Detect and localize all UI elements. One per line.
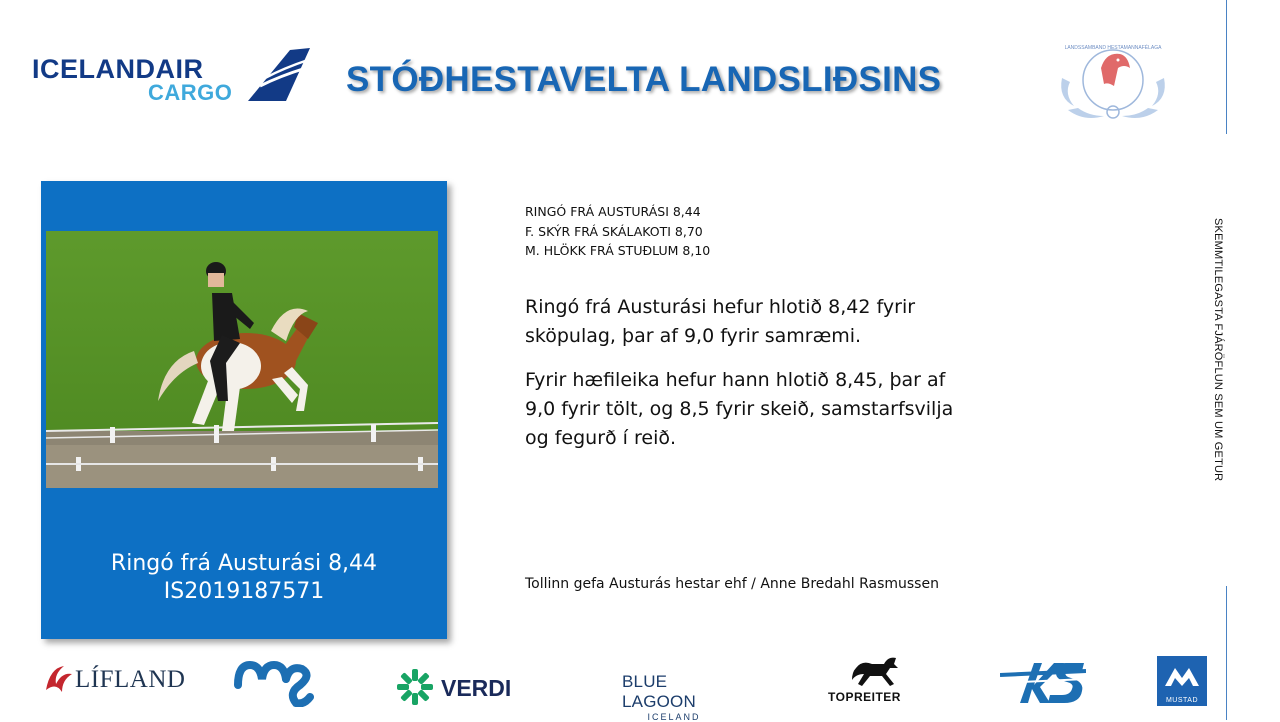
icelandair-wordmark: ICELANDAIR bbox=[32, 54, 204, 84]
pedigree-line-dam: M. HLÖKK FRÁ STUÐLUM 8,10 bbox=[525, 243, 711, 258]
mustad-wordmark: MUSTAD bbox=[1165, 697, 1199, 704]
blue-lagoon-wordmark: BLUE LAGOON bbox=[622, 672, 696, 711]
verdi-logo bbox=[395, 667, 520, 707]
lifland-swirl-icon bbox=[42, 662, 76, 696]
topreiter-wordmark: TOPREITER bbox=[828, 690, 901, 704]
mustad-mountain-icon bbox=[1157, 656, 1207, 692]
card-caption-name: Ringó frá Austurási 8,44 bbox=[110, 551, 378, 576]
landssamband-hestamannafelaga-logo bbox=[1054, 38, 1172, 126]
page-title: STÓÐHESTAVELTA LANDSLIÐSINS bbox=[346, 60, 942, 99]
ms-dairy-logo bbox=[234, 659, 314, 707]
icelandair-cargo-logo bbox=[32, 46, 307, 106]
verdi-star-icon bbox=[395, 667, 435, 707]
icelandair-wing-icon bbox=[240, 46, 310, 102]
divider-line-bottom bbox=[1226, 586, 1227, 720]
description-paragraph-conformation: Ringó frá Austurási hefur hlotið 8,42 fyrir sköpulag, þar af 9,0 fyrir samræmi. bbox=[525, 296, 916, 347]
vertical-tagline bbox=[1188, 218, 1248, 508]
horse-rider-image bbox=[46, 231, 438, 488]
divider-line-top bbox=[1226, 0, 1227, 134]
horse-card bbox=[41, 181, 447, 639]
verdi-wordmark: VERDI bbox=[441, 675, 512, 701]
svg-text:LANDSSAMBAND HESTAMANNAFÉLAGA: LANDSSAMBAND HESTAMANNAFÉLAGA bbox=[1064, 45, 1162, 51]
card-caption-id: IS2019187571 bbox=[163, 579, 325, 604]
horse-photo bbox=[46, 231, 438, 488]
vertical-tagline-text: SKEMMTILEGASTA FJÁRÖFLUN SEM UM GETUR bbox=[1212, 218, 1224, 482]
mustad-logo bbox=[1157, 656, 1207, 706]
topreiter-logo bbox=[826, 654, 918, 706]
galloping-horse-icon bbox=[850, 654, 900, 688]
pedigree-block bbox=[525, 202, 710, 261]
donor-credit: Tollinn gefa Austurás hestar ehf / Anne Bredahl Rasmussen bbox=[525, 576, 939, 592]
ks-logo bbox=[1000, 657, 1086, 707]
blue-lagoon-logo bbox=[622, 672, 732, 722]
pedigree-line-horse: RINGÓ FRÁ AUSTURÁSI 8,44 bbox=[525, 204, 701, 219]
blue-lagoon-subtitle: ICELAND bbox=[647, 712, 701, 722]
pedigree-line-sire: F. SKÝR FRÁ SKÁLAKOTI 8,70 bbox=[525, 223, 703, 239]
description-paragraph-ability: Fyrir hæfileika hefur hann hlotið 8,45, þar af 9,0 fyrir tölt, og 8,5 fyrir skeið, samstarfsvilja og fegurð í reið. bbox=[525, 369, 954, 449]
cargo-wordmark: CARGO bbox=[148, 80, 233, 105]
lifland-logo bbox=[42, 662, 186, 698]
lifland-wordmark: LÍFLAND bbox=[75, 666, 186, 693]
